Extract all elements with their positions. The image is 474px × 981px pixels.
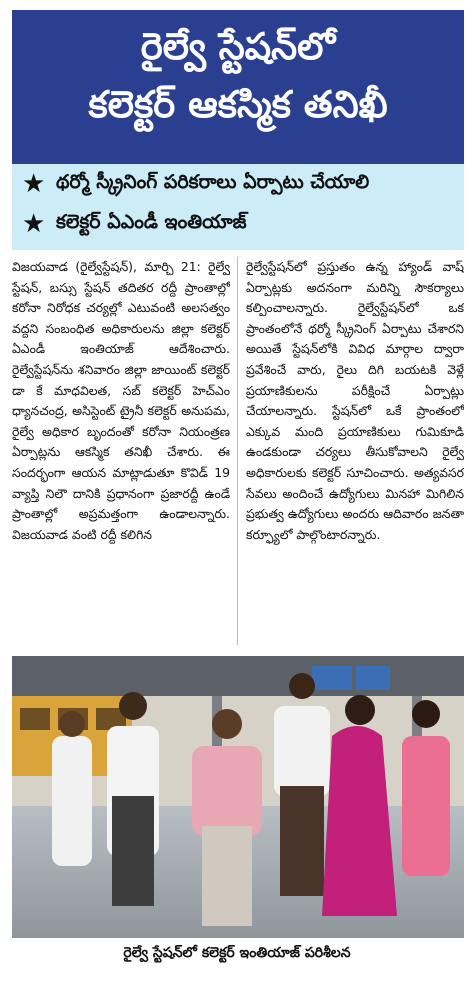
star-bullet-icon: ★	[22, 209, 46, 239]
star-bullet-icon: ★	[22, 169, 46, 199]
subheading-2	[12, 204, 464, 244]
article-body	[12, 257, 464, 645]
subheading-text: కలెక్టర్ ఏఎండీ ఇంతియాజ్	[56, 210, 247, 233]
article-column-left	[12, 257, 230, 645]
article-paragraph: రైల్వేస్టేషన్‌లో ప్రస్తుతం ఉన్న హ్యాండ్ వాష్ ఏర్పాట్లకు అదనంగా మరిన్ని సౌకర్యాలు కల్పించాలన్నారు. రైల్వేస్టేషన్‌లో ఒక ప్రాంతంలోనే థర్మో స్క్రీనింగ్ ఏర్పాటు చేశారని అయితే స్టేషన్‌లోకి వివిధ మార్గాల ద్వారా ప్రవేశించే వారు, రైలు దిగి బయటకి వెళ్లే ప్రయాణికులను పరీక్షించే ఏర్పాట్లు చేయాలన్నారు. స్టేషన్‌లో ఒకే ప్రాంతంలో ఎక్కువ మంది ప్రయాణికులు గుమికూడి ఉండకుండా చర్యలు తీసుకోవాలని రైల్వే అధికారులకు కలెక్టర్ సూచించారు. అత్యవసర సేవలు అందించే ఉద్యోగులు మినహా మిగిలిన ప్రభుత్వ ఉద్యోగులు అందరు ఆదివారం జనతా కర్ఫ్యూలో పాల్గొంటారన్నారు.	[246, 259, 464, 542]
subheading-text: థర్మో స్క్రీనింగ్ పరికరాలు ఏర్పాటు చేయాలి	[56, 170, 370, 193]
headline-banner	[12, 10, 464, 164]
headline-line-2: కలెక్టర్ ఆకస్మిక తనిఖీ	[88, 83, 388, 126]
subheadings-box	[12, 164, 464, 250]
headline-line-1: రైల్వే స్టేషన్‌లో	[140, 25, 336, 68]
subheading-1	[12, 164, 464, 204]
photo-illustration	[12, 656, 464, 938]
news-photo	[12, 656, 464, 938]
article-paragraph: విజయవాడ (రైల్వేస్టేషన్), మార్చి 21: రైల్వే స్టేషన్, బస్సు స్టేషన్ తదితర రద్దీ ప్రాంతాల్లో కరోనా నిరోధక చర్యల్లో ఎటువంటి అలసత్వం వద్దని సంబంధిత అధికారులను జిల్లా కలెక్టర్ ఏఎండీ ఇంతియాజ్ ఆదేశించారు. రైల్వేస్టేషన్‌ను శనివారం జిల్లా జాయింట్ కలెక్టర్ డా కే మాధవిలత, సబ్ కలెక్టర్ హెచ్ఎం ధ్యానచంద్ర, అసిస్టెంట్ ట్రైనీ కలెక్టర్ అనుపమ, రైల్వే అధికార బృందంతో కరోనా నియంత్రణ ఏర్పాట్లను ఆకస్మిక తనిఖీ చేశారు. ఈ సందర్భంగా ఆయన మాట్లాడుతూ కొవిడ్ 19 వ్యాప్తి నిలౌ దానికి ప్రధానంగా ప్రజారద్దీ ఉండే ప్రాంతాల్లో అప్రమత్తంగా ఉండాలన్నారు. విజయవాడ వంటి రద్దీ కలిగిన	[12, 259, 230, 542]
article-column-right	[246, 257, 464, 645]
column-divider	[237, 257, 238, 645]
photo-caption: రైల్వే స్టేషన్‌లో కలెక్టర్ ఇంతియాజ్ పరిశీలన	[123, 945, 351, 961]
